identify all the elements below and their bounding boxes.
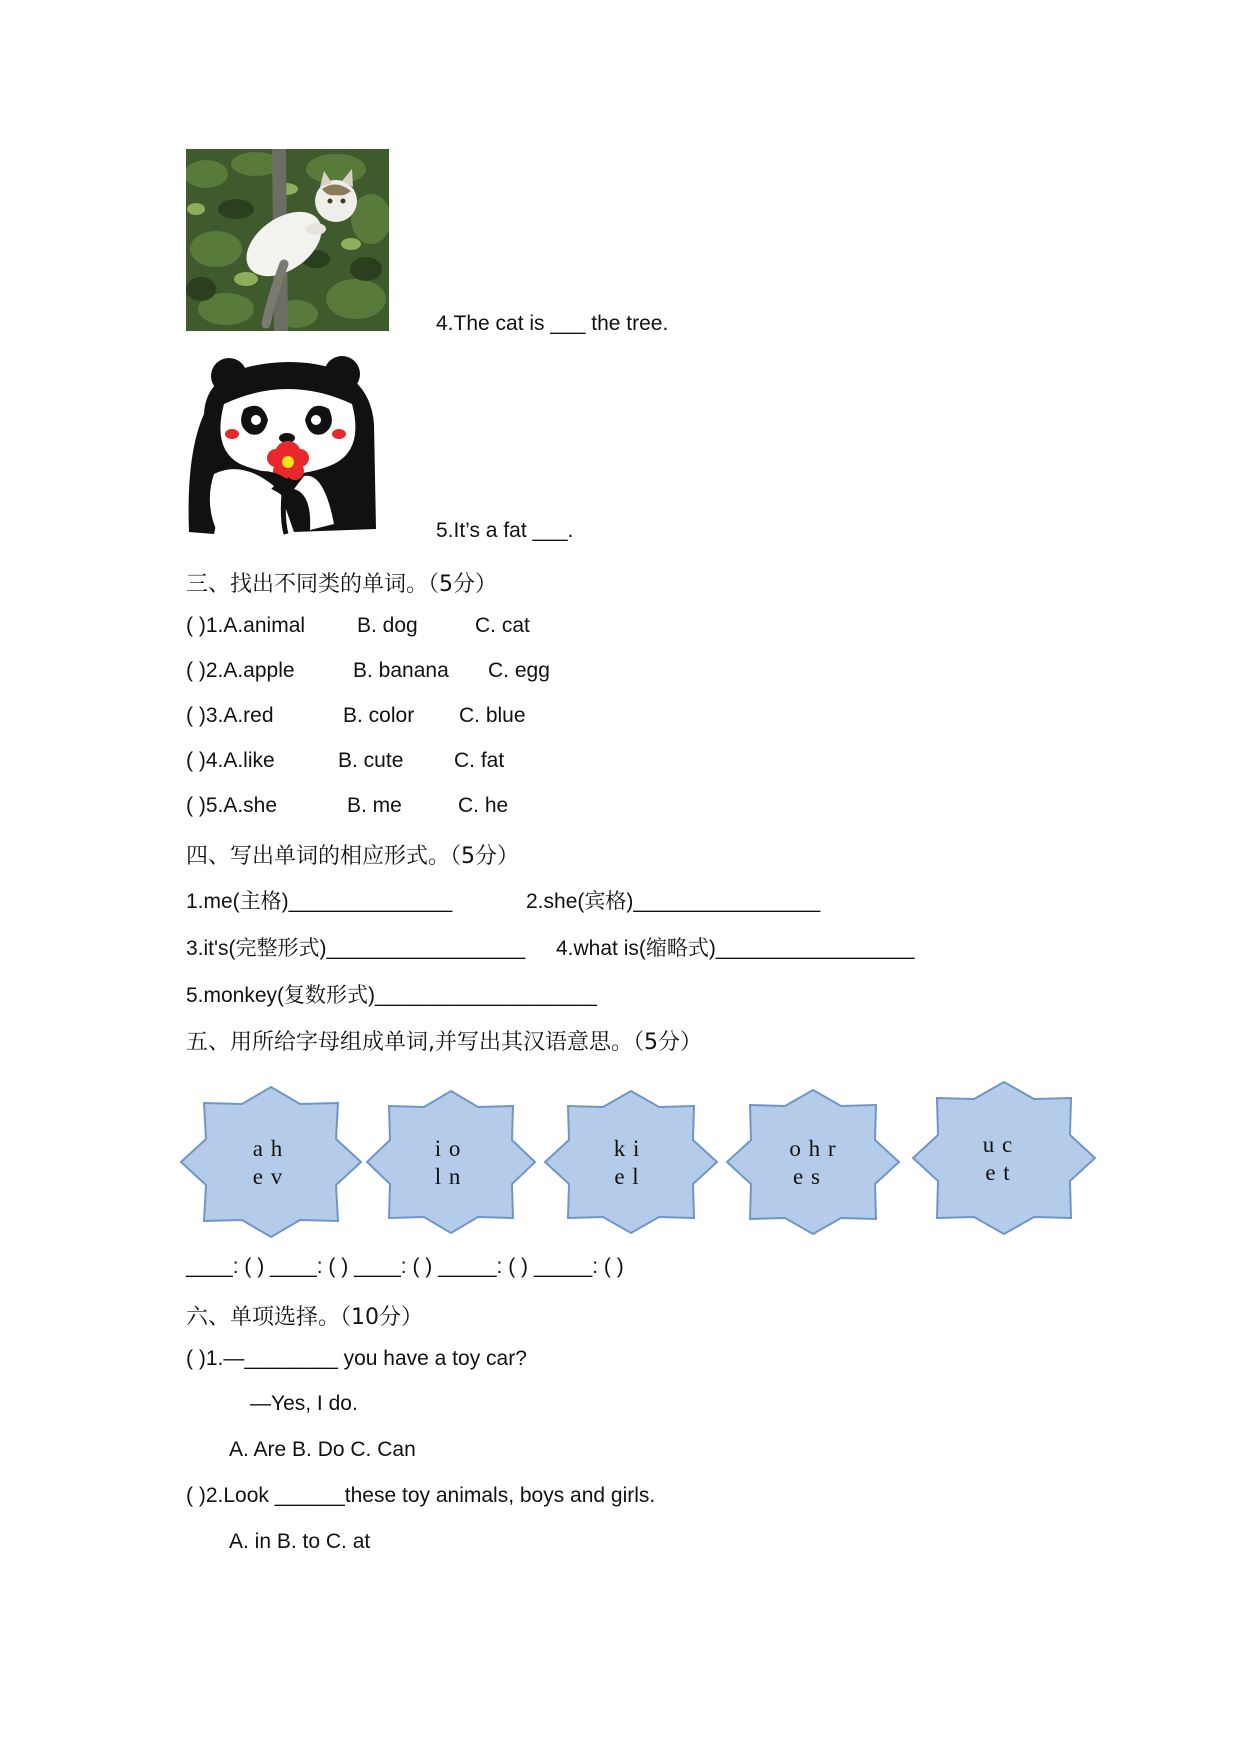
s6-question-1: ( )1.—________ you have a toy car? <box>186 1347 527 1370</box>
s3-item-3-option-c: C. blue <box>459 704 526 727</box>
s3-item-1-option-b: B. dog <box>357 614 418 637</box>
star-2-shape <box>367 1091 535 1233</box>
s6-question-1-options: A. Are B. Do C. Can <box>229 1438 416 1461</box>
s3-item-4-prefix: ( )4.A.like <box>186 749 275 772</box>
s3-item-1-option-c: C. cat <box>475 614 530 637</box>
star-1-line-2: e v <box>252 1164 284 1189</box>
s6-question-1-reply: —Yes, I do. <box>250 1392 358 1415</box>
s4-item-2: 2.she(宾格)________________ <box>526 890 821 913</box>
letter-stars <box>176 1076 1106 1242</box>
cat-tree-illustration <box>186 149 389 331</box>
section-3-title: 三、找出不同类的单词。（5分） <box>186 572 497 597</box>
s3-item-2-option-b: B. banana <box>353 659 449 682</box>
star-2-line-1: i o <box>434 1136 462 1161</box>
star-3 <box>545 1091 717 1233</box>
star-3-line-1: k i <box>613 1136 641 1161</box>
s4-item-4: 4.what is(缩略式)_________________ <box>556 937 915 960</box>
section-6-title: 六、单项选择。（10分） <box>186 1305 423 1330</box>
s3-item-4-option-c: C. fat <box>454 749 505 772</box>
s6-question-2: ( )2.Look ______these toy animals, boys and girls. <box>186 1484 656 1507</box>
star-5-line-1: u c <box>982 1132 1014 1157</box>
s3-item-4-option-b: B. cute <box>338 749 404 772</box>
star-5 <box>913 1082 1095 1234</box>
star-2-line-2: l n <box>434 1164 462 1189</box>
s3-item-5-prefix: ( )5.A.she <box>186 794 278 817</box>
star-3-line-2: e l <box>614 1164 640 1189</box>
s3-item-5-option-b: B. me <box>347 794 402 817</box>
star-4 <box>727 1090 899 1234</box>
star-4-line-2: e s <box>793 1164 821 1189</box>
star-3-shape <box>545 1091 717 1233</box>
s3-item-1-prefix: ( )1.A.animal <box>186 614 306 637</box>
s6-question-2-options: A. in B. to C. at <box>229 1530 371 1553</box>
s4-item-3: 3.it's(完整形式)_________________ <box>186 937 526 960</box>
star-4-line-1: o h r <box>789 1136 837 1161</box>
star-1 <box>181 1087 361 1237</box>
star-1-shape <box>181 1087 361 1237</box>
s3-item-2-option-c: C. egg <box>488 659 550 682</box>
s5-answer-line: ____: ( ) ____: ( ) ____: ( ) _____: ( ) _____: ( ) <box>186 1255 624 1278</box>
s3-item-3-prefix: ( )3.A.red <box>186 704 274 727</box>
star-5-line-2: e t <box>985 1160 1011 1185</box>
star-1-line-1: a h <box>252 1136 284 1161</box>
picture-question-4: 4.The cat is ___ the tree. <box>436 312 669 335</box>
s3-item-2-prefix: ( )2.A.apple <box>186 659 295 682</box>
s3-item-5-option-c: C. he <box>458 794 509 817</box>
star-2 <box>367 1091 535 1233</box>
s4-item-5: 5.monkey(复数形式)___________________ <box>186 984 597 1007</box>
s4-item-1: 1.me(主格)______________ <box>186 890 453 913</box>
star-5-shape <box>913 1082 1095 1234</box>
cat-in-tree-picture <box>186 149 389 331</box>
panda-illustration <box>184 354 391 538</box>
star-4-shape <box>727 1090 899 1234</box>
section-5-title: 五、用所给字母组成单词,并写出其汉语意思。（5分） <box>186 1030 702 1055</box>
s3-item-3-option-b: B. color <box>343 704 415 727</box>
picture-question-5: 5.It’s a fat ___. <box>436 519 574 542</box>
panda-picture <box>184 354 391 538</box>
section-4-title: 四、写出单词的相应形式。（5分） <box>186 844 519 869</box>
